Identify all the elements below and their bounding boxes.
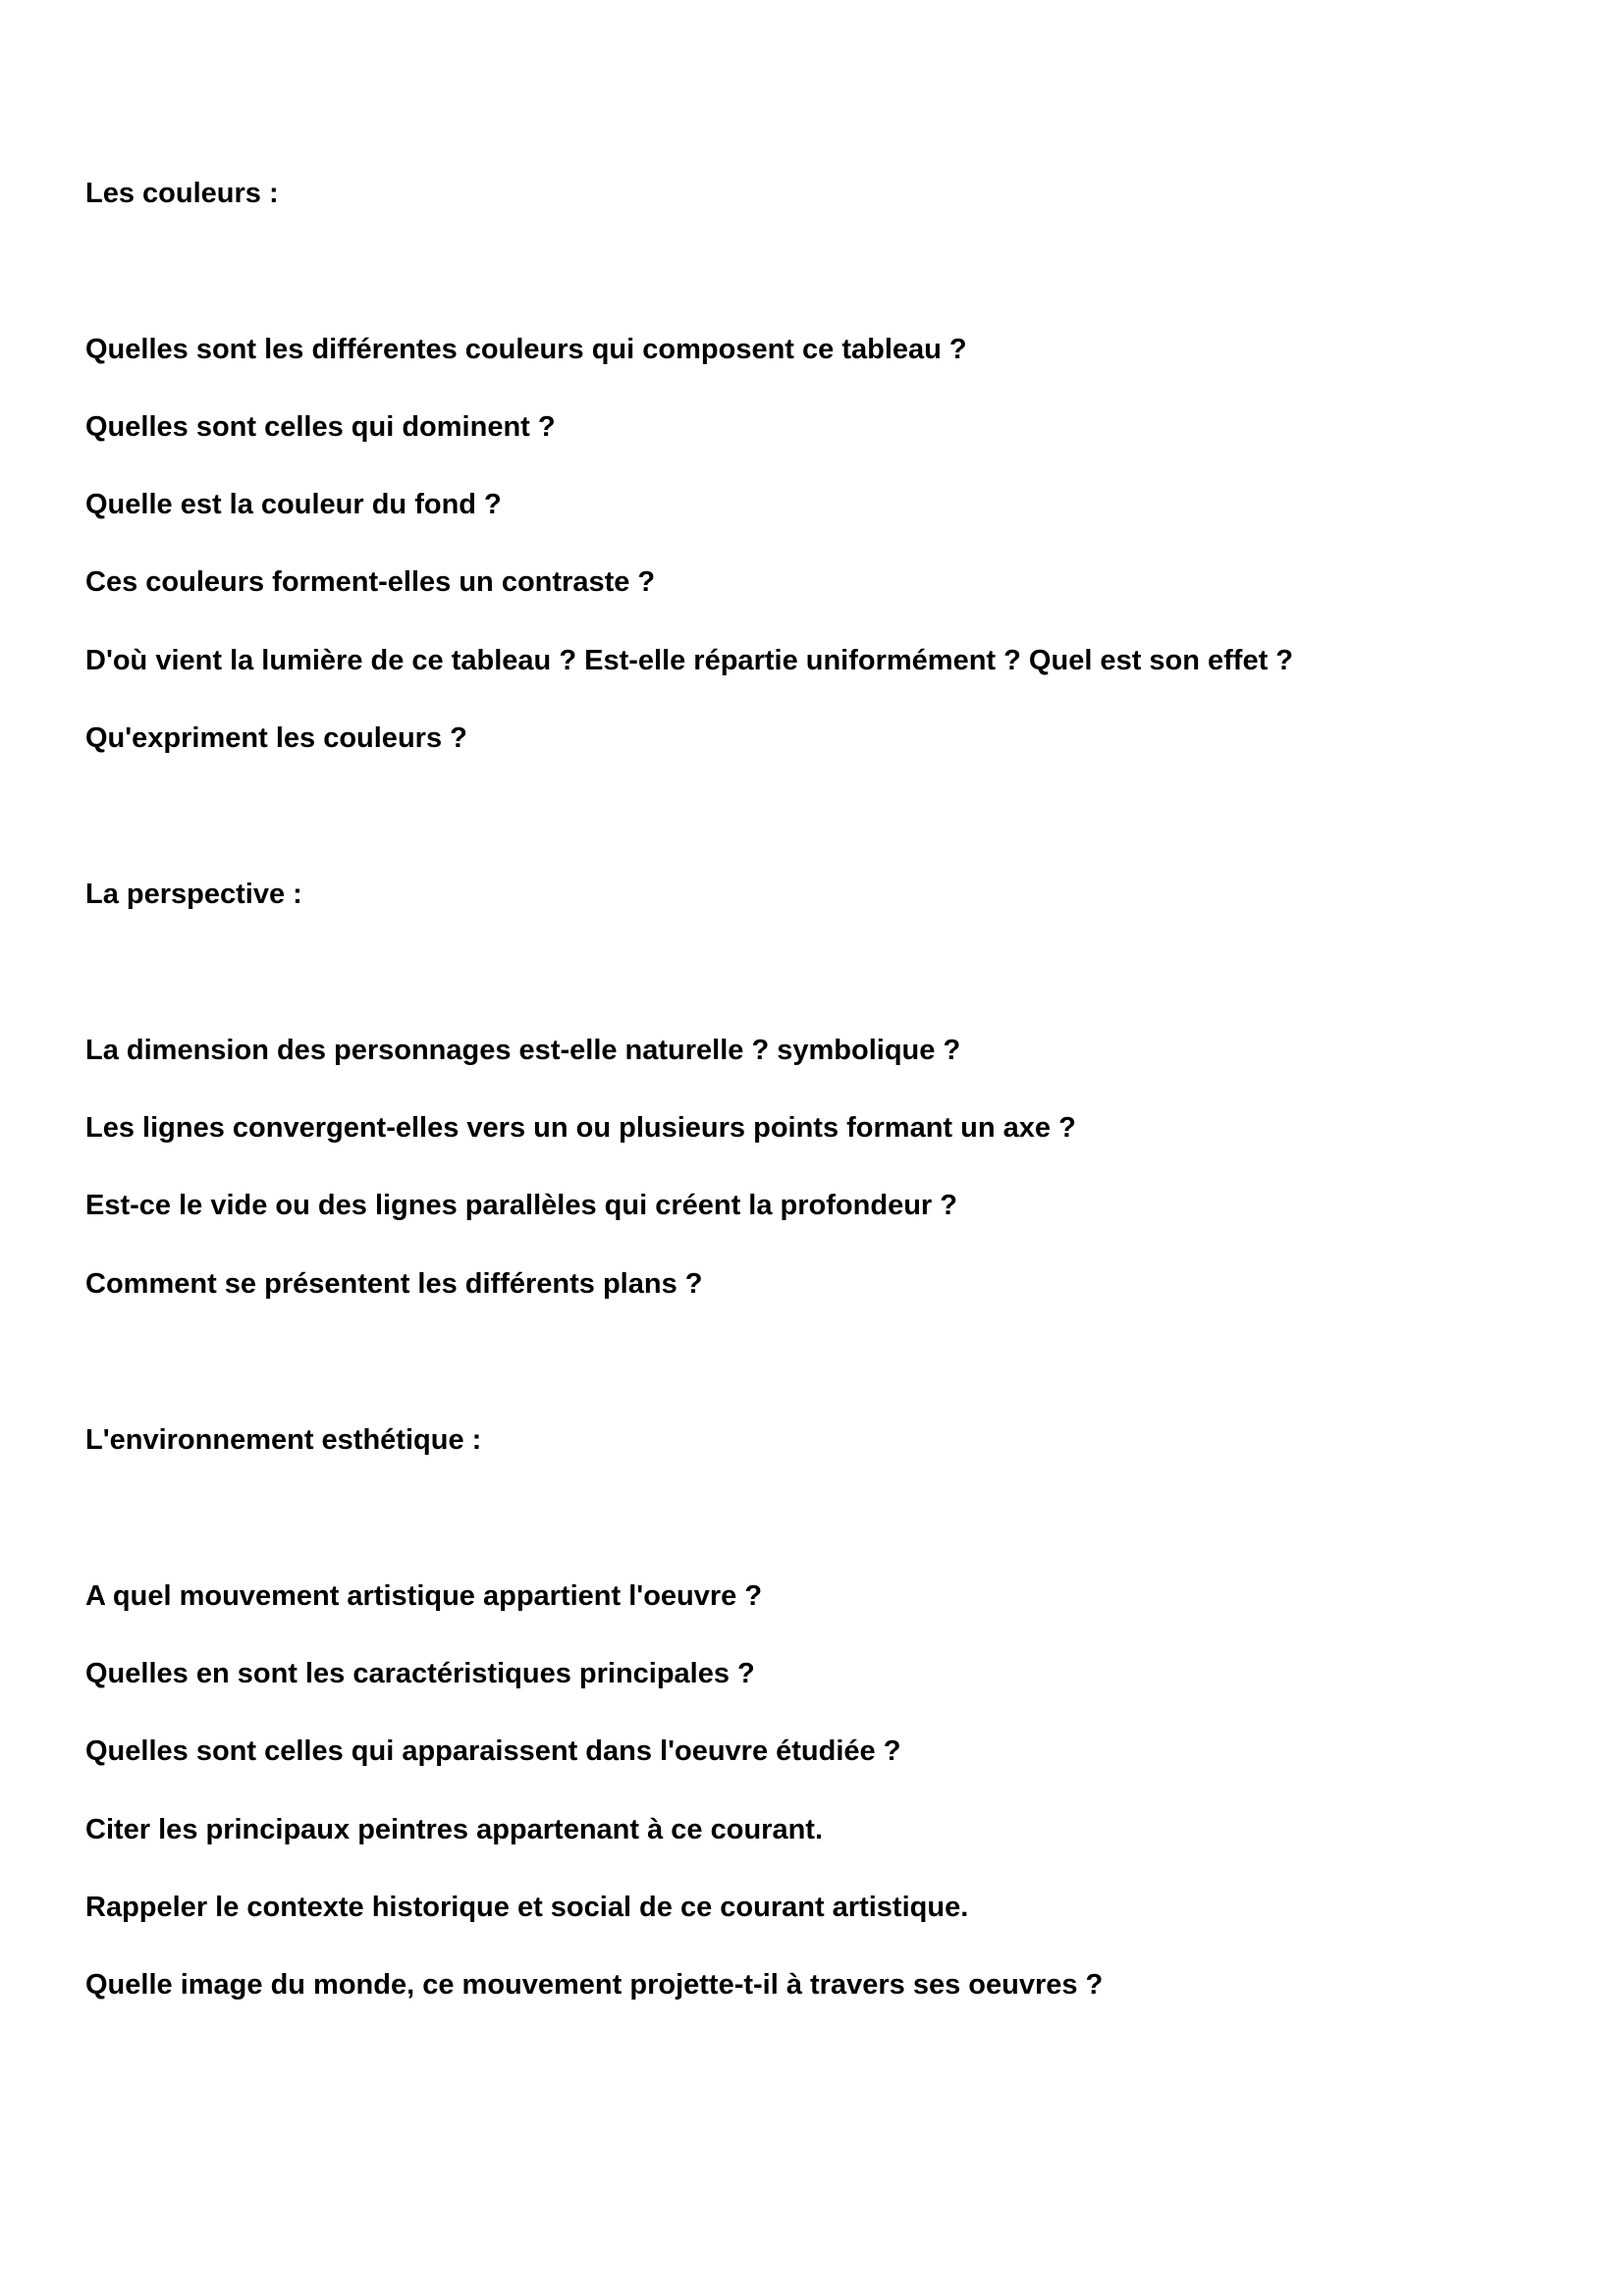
- question-item: D'où vient la lumière de ce tableau ? Est-elle répartie uniformément ? Quel est son effet ?: [85, 645, 1294, 676]
- question-item: Quelles en sont les caractéristiques principales ?: [85, 1658, 755, 1689]
- question-item: Comment se présentent les différents plans ?: [85, 1268, 703, 1300]
- question-item: Quelles sont les différentes couleurs qui composent ce tableau ?: [85, 334, 967, 365]
- question-item: Citer les principaux peintres appartenant à ce courant.: [85, 1814, 823, 1845]
- question-item: La dimension des personnages est-elle naturelle ? symbolique ?: [85, 1035, 961, 1066]
- section-heading-environnement: L'environnement esthétique :: [85, 1424, 482, 1456]
- section-heading-perspective: La perspective :: [85, 879, 302, 910]
- question-item: Est-ce le vide ou des lignes parallèles qui créent la profondeur ?: [85, 1190, 957, 1221]
- question-item: Rappeler le contexte historique et social de ce courant artistique.: [85, 1892, 969, 1923]
- question-item: Quelles sont celles qui apparaissent dans l'oeuvre étudiée ?: [85, 1735, 901, 1767]
- question-item: Les lignes convergent-elles vers un ou plusieurs points formant un axe ?: [85, 1112, 1076, 1144]
- section-heading-couleurs: Les couleurs :: [85, 178, 279, 209]
- question-item: A quel mouvement artistique appartient l'oeuvre ?: [85, 1580, 763, 1612]
- question-item: Quelle image du monde, ce mouvement projette-t-il à travers ses oeuvres ?: [85, 1969, 1104, 2001]
- question-item: Quelles sont celles qui dominent ?: [85, 411, 556, 443]
- question-item: Ces couleurs forment-elles un contraste ?: [85, 566, 656, 598]
- question-item: Quelle est la couleur du fond ?: [85, 489, 502, 520]
- question-item: Qu'expriment les couleurs ?: [85, 722, 467, 754]
